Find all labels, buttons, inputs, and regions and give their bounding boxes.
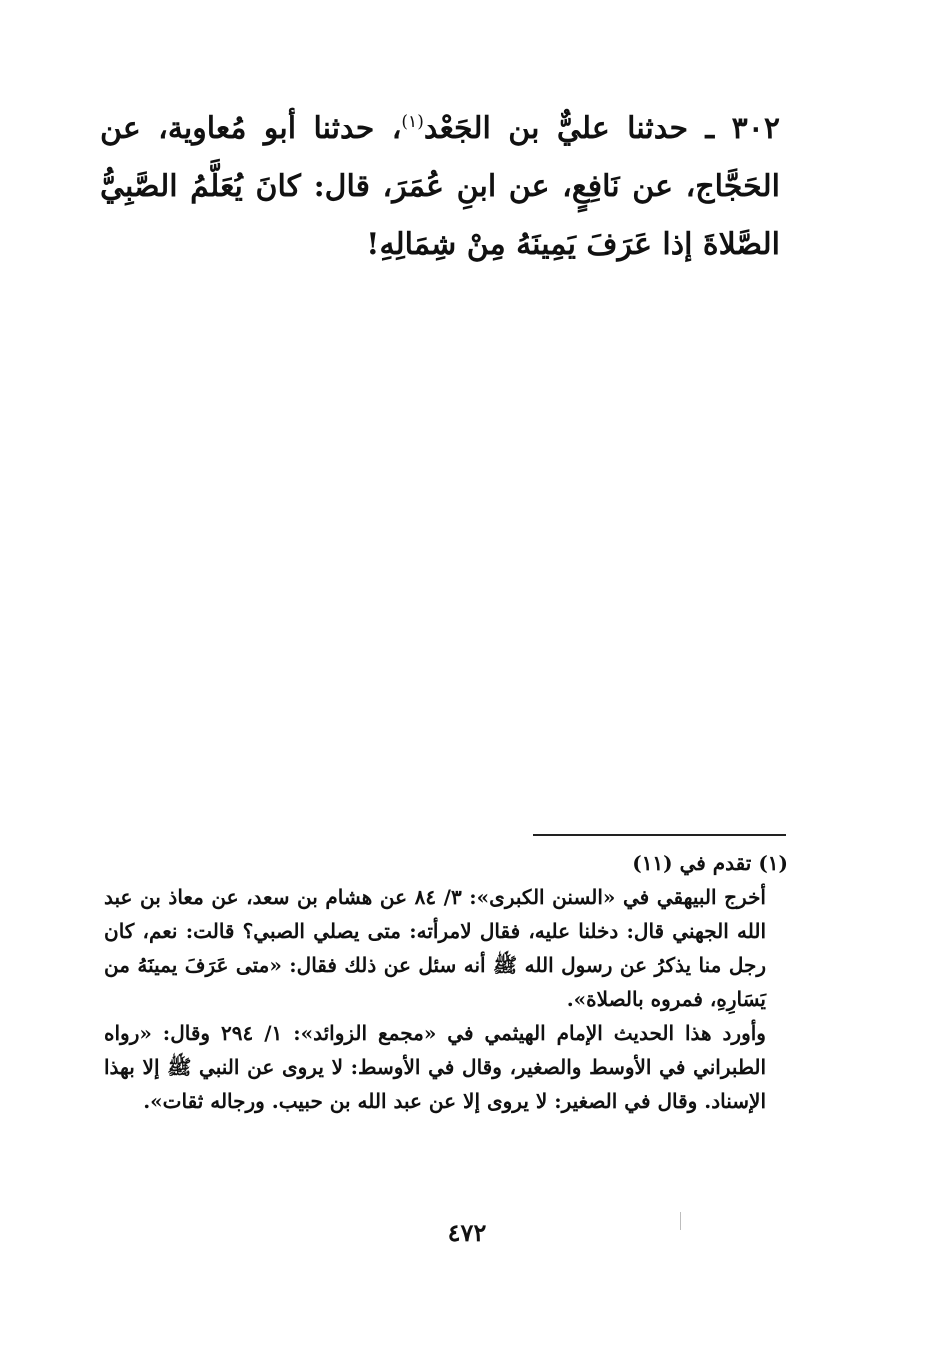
page-number: ٤٧٢	[447, 1218, 487, 1247]
footnote-paragraph: أخرج البيهقي في «السنن الكبرى»: ٣/ ٨٤ عن هشام بن سعد، عن معاذ بن عبد الله الجهني قال: دخلنا عليه، فقال لامرأته: متى يصلي الصبي؟ قالت: نعم، كان رجل منا يذكرُ عن رسول الله ﷺ أنه سئل عن ذلك فقال: «متى عَرَفَ يمينَهُ من يَسَارِهِ، فمروه بالصلاة».	[104, 885, 766, 1011]
footnote-1: (١) تقدم في (١١)	[632, 851, 788, 875]
scan-artifact	[680, 1212, 681, 1230]
footnote-reference: (١)	[401, 112, 424, 132]
hadith-text	[100, 100, 780, 274]
hadith-paragraph	[100, 100, 780, 274]
footnotes-section	[104, 846, 788, 1118]
footnote-divider	[533, 834, 786, 836]
hadith-continuation: ، حدثنا أبو مُعاوية، عن الحَجَّاج، عن نَافِعٍ، عن ابنِ عُمَرَ، قال: كانَ يُعَلَّمُ الصَّبِيُّ الصَّلاةَ إذا عَرَفَ يَمِينَهُ مِنْ شِمَالِهِ!	[100, 111, 780, 262]
footnote-paragraph: وأورد هذا الحديث الإمام الهيثمي في «مجمع الزوائد»: ١/ ٢٩٤ وقال: «رواه الطبراني في الأوسط والصغير، وقال في الأوسط: لا يروى عن النبي ﷺ إلا بهذا الإسناد. وقال في الصغير: لا يروى إلا عن عبد الله بن حبيب. ورجاله ثقات».	[104, 1021, 766, 1113]
hadith-opening: ٣٠٢ ـ حدثنا عليٌّ بن الجَعْد	[423, 111, 780, 146]
